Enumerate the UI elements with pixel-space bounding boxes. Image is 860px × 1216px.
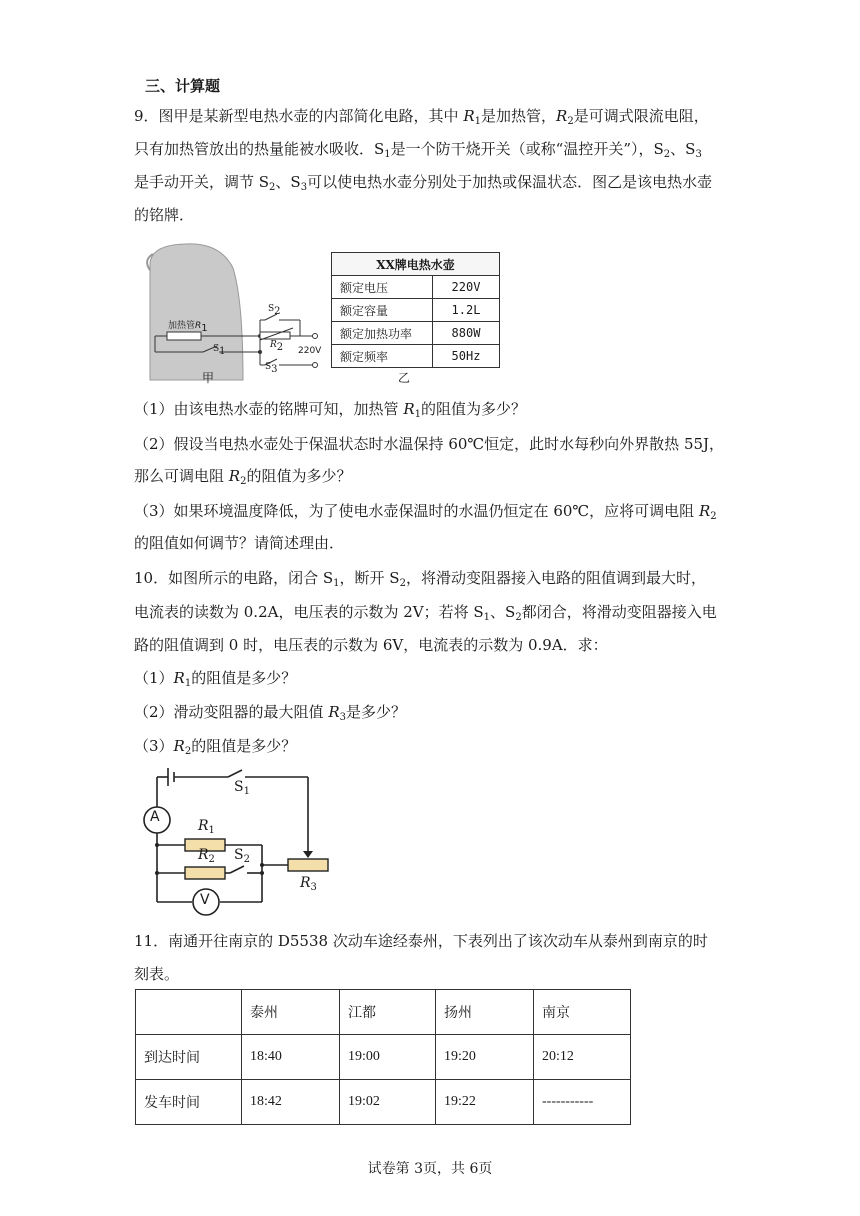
- table-row: [136, 990, 631, 1035]
- rheostat-r3: [288, 859, 328, 871]
- q9-line4: 的铭牌．: [134, 206, 195, 224]
- q11-line2: 刻表。: [134, 965, 180, 983]
- r3-circuit-label: $R_3$: [300, 875, 317, 893]
- s2-circuit-label: $S_2$: [234, 847, 250, 865]
- section-title: 三、计算题: [145, 77, 221, 95]
- table-cell: 到达时间: [136, 1035, 242, 1080]
- kettle-circuit-figure: [145, 240, 325, 385]
- q10-line2: 电流表的读数为 0.2A，电压表的示数为 2V；若将 $S_1$、$S_2$都闭合，将滑动变阻器接入电: [134, 603, 717, 623]
- table-row: [136, 1080, 631, 1125]
- table-cell: -----------: [534, 1080, 631, 1125]
- q10-line1: 10．如图所示的电路，闭合 $S_1$，断开 $S_2$，将滑动变阻器接入电路的阻值调到最大时，: [134, 569, 706, 589]
- q9-line2: 只有加热管放出的热量能被水吸收．$S_1$是一个防干烧开关（或称“温控开关”），$S_2$、$S_3$: [134, 140, 702, 160]
- q11-line1: 11．南通开往南京的 D5538 次动车途经泰州，下表列出了该次动车从泰州到南京的时: [134, 932, 708, 950]
- table-cell: 扬州: [436, 990, 534, 1035]
- slider-arrow: [303, 851, 313, 858]
- nameplate-key: 额定容量: [332, 299, 433, 322]
- nameplate-value: 220V: [433, 276, 500, 299]
- q9-line1: 9．图甲是某新型电热水壶的内部简化电路，其中 $R_1$是加热管，$R_2$是可调式限流电阻，: [134, 107, 709, 127]
- table-cell: 发车时间: [136, 1080, 242, 1125]
- q10-sub2: （2）滑动变阻器的最大阻值 $R_3$是多少？: [134, 703, 407, 723]
- switch-s2: [230, 866, 244, 873]
- heater-label: 加热管$R_1$: [168, 321, 208, 334]
- timetable: [135, 989, 631, 1125]
- voltage-label: 220V: [298, 346, 322, 356]
- q9-sub3-line1: （3）如果环境温度降低，为了使电水壶保温时的水温仍恒定在 60℃，应将可调电阻 $R_2$: [134, 502, 717, 522]
- s3-label: $S_3$: [265, 362, 278, 375]
- page-footer: 试卷第 3页，共 6页: [367, 1161, 493, 1177]
- table-cell: 南京: [534, 990, 631, 1035]
- q9-sub1: （1）由该电热水壶的铭牌可知，加热管 $R_1$的阻值为多少？: [134, 400, 527, 420]
- table-cell: 19:20: [436, 1035, 534, 1080]
- figure-a-caption: 甲: [202, 371, 215, 385]
- q10-line3: 路的阻值调到 0 时，电压表的示数为 6V，电流表的示数为 0.9A．求：: [134, 636, 608, 654]
- q10-sub3: $(3)R_2$的阻值是多少？: [134, 737, 297, 757]
- nameplate-key: 额定频率: [332, 345, 433, 368]
- q9-sub2-line1: （2）假设当电热水壶处于保温状态时水温保持 60℃恒定，此时水每秒向外界散热 55J，: [134, 435, 725, 453]
- nameplate-value: 880W: [433, 322, 500, 345]
- table-cell: 18:40: [242, 1035, 340, 1080]
- nameplate-value: 1.2L: [433, 299, 500, 322]
- q9-sub3-line2: 的阻值如何调节？请简述理由．: [134, 534, 345, 552]
- r1-circuit-label: $R_1$: [198, 818, 215, 836]
- nameplate-key: 额定电压: [332, 276, 433, 299]
- nameplate-title: XX牌电热水壶: [332, 253, 500, 276]
- voltmeter-label: V: [200, 892, 210, 908]
- nameplate-value: 50Hz: [433, 345, 500, 368]
- table-cell: [136, 990, 242, 1035]
- switch-s1: [228, 770, 242, 777]
- table-cell: 19:00: [340, 1035, 436, 1080]
- resistor-r2: [185, 867, 225, 879]
- table-cell: 泰州: [242, 990, 340, 1035]
- ammeter-label: A: [150, 809, 160, 825]
- r2-label: $R_2$: [270, 340, 284, 353]
- q9-sub2-line2: 那么可调电阻 $R_2$的阻值为多少？: [134, 467, 352, 487]
- r2-circuit-label: $R_2$: [198, 847, 215, 865]
- table-cell: 20:12: [534, 1035, 631, 1080]
- q9-line3: 是手动开关，调节 $S_2$、$S_3$可以使电热水壶分别处于加热或保温状态．图乙是该电热水壶: [134, 173, 713, 193]
- nameplate-table: [331, 252, 500, 368]
- s2-label: $S_2$: [268, 304, 281, 317]
- q10-sub1: $(1)R_1$的阻值是多少？: [134, 669, 297, 689]
- table-cell: 19:22: [436, 1080, 534, 1125]
- nameplate-key: 额定加热功率: [332, 322, 433, 345]
- s1-circuit-label: $S_1$: [234, 779, 250, 797]
- table-cell: 18:42: [242, 1080, 340, 1125]
- kettle-body: [150, 244, 243, 380]
- table-cell: 江都: [340, 990, 436, 1035]
- table-row: [136, 1035, 631, 1080]
- s1-label: $S_1$: [213, 344, 226, 357]
- table-cell: 19:02: [340, 1080, 436, 1125]
- figure-b-caption: 乙: [398, 371, 411, 385]
